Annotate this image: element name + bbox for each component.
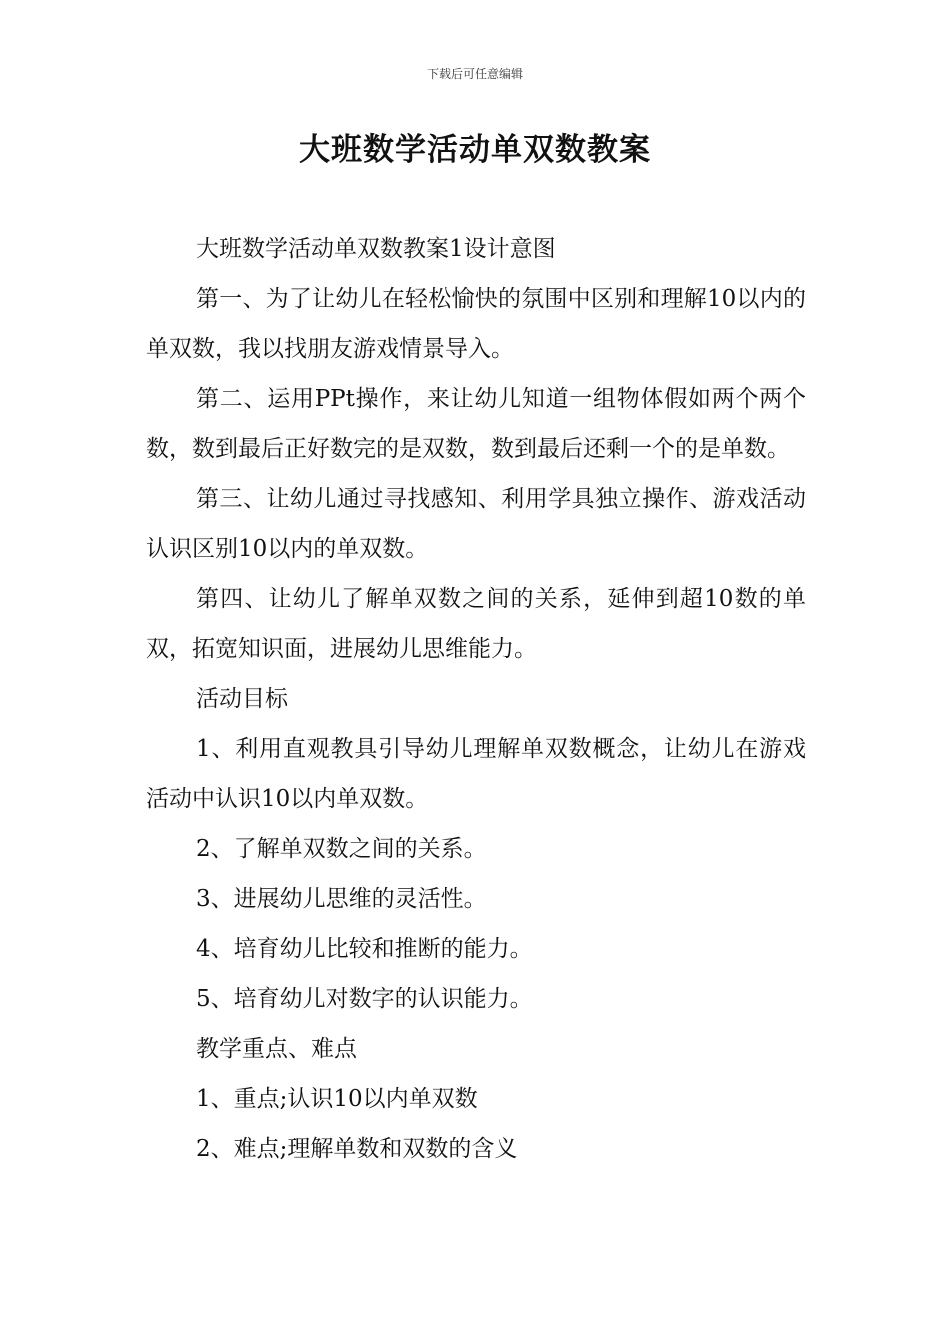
paragraph-design-intent-heading: 大班数学活动单双数教案1设计意图 (196, 236, 556, 262)
paragraph-intent-fourth: 第四、让幼儿了解单双数之间的关系，延伸到超10数的单双，拓宽知识面，进展幼儿思维能力。 (146, 586, 806, 662)
goal-item-5: 5、培育幼儿对数字的认识能力。 (196, 986, 533, 1012)
document-title: 大班数学活动单双数教案 (299, 132, 651, 168)
goal-item-3: 3、进展幼儿思维的灵活性。 (196, 886, 487, 912)
goal-item-1: 1、利用直观教具引导幼儿理解单双数概念，让幼儿在游戏活动中认识10以内单双数。 (146, 736, 806, 812)
key-point-item-2: 2、难点;理解单数和双数的含义 (196, 1136, 518, 1162)
document-body (146, 224, 806, 1174)
paragraph-intent-second: 第二、运用PPt操作，来让幼儿知道一组物体假如两个两个数，数到最后正好数完的是双数，数到最后还剩一个的是单数。 (146, 386, 806, 462)
header-note: 下载后可任意编辑 (426, 67, 523, 81)
section-heading-goals: 活动目标 (196, 686, 288, 712)
section-heading-key-points: 教学重点、难点 (196, 1036, 357, 1062)
goal-item-2: 2、了解单双数之间的关系。 (196, 836, 487, 862)
paragraph-intent-third: 第三、让幼儿通过寻找感知、利用学具独立操作、游戏活动认识区别10以内的单双数。 (146, 486, 806, 562)
key-point-item-1: 1、重点;认识10以内单双数 (196, 1086, 478, 1112)
goal-item-4: 4、培育幼儿比较和推断的能力。 (196, 936, 533, 962)
paragraph-intent-first: 第一、为了让幼儿在轻松愉快的氛围中区别和理解10以内的单双数，我以找朋友游戏情景导入。 (146, 286, 806, 362)
